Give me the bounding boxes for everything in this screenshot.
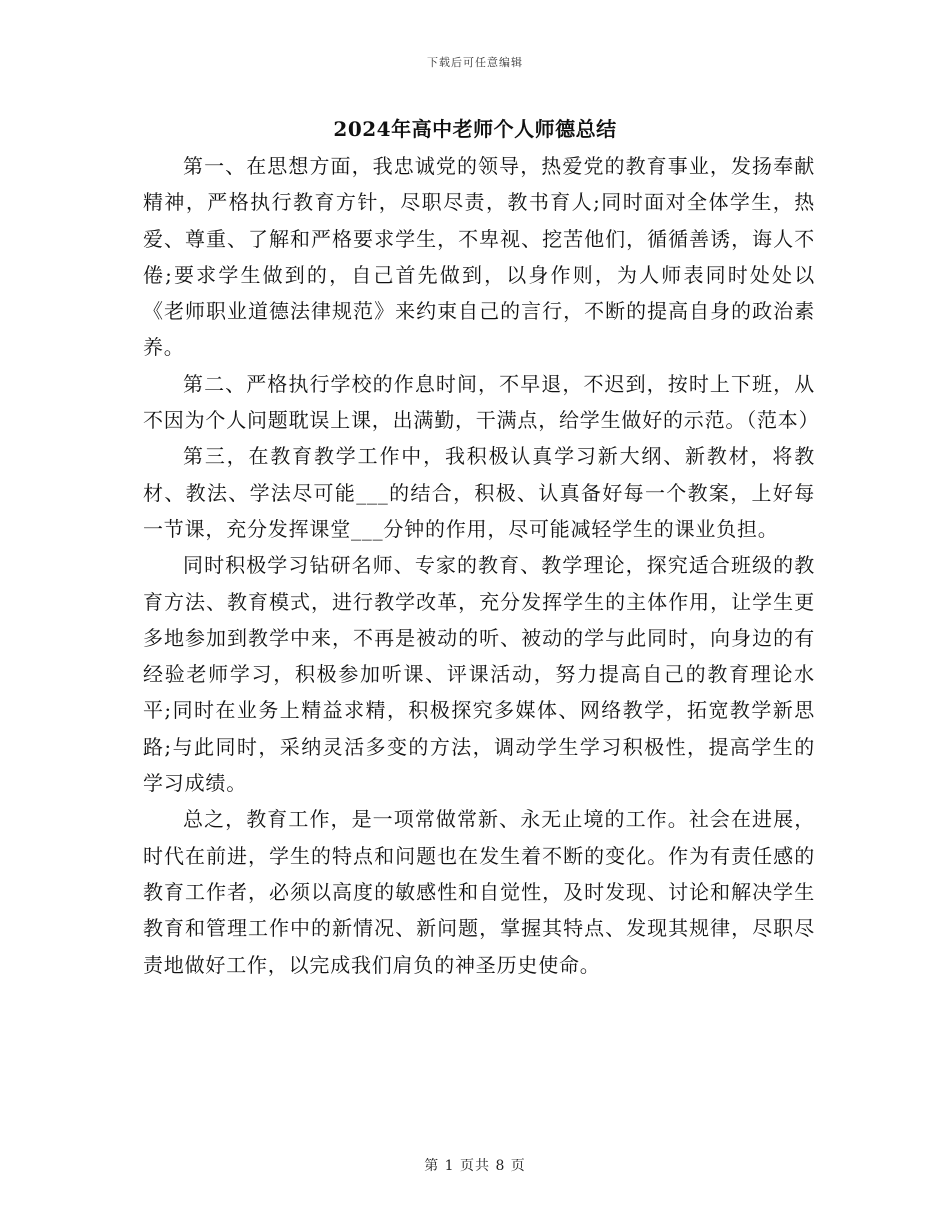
page-footer-number: 第 1 页共 8 页 [424,1158,526,1174]
document-title: 2024年高中老师个人师德总结 [333,117,617,141]
document-body [143,148,820,983]
paragraph-thought: 第一、在思想方面，我忠诚党的领导，热爱党的教育事业，发扬奉献精神，严格执行教育方针，尽职尽责，教书育人;同时面对全体学生，热爱、尊重、了解和严格要求学生，不卑视、挖苦他们，循循善诱，诲人不倦;要求学生做到的，自己首先做到，以身作则，为人师表同时处处以《老师职业道德法律规范》来约束自己的言行，不断的提高自身的政治素养。 [143,154,815,360]
page-header-note: 下载后可任意编辑 [427,56,523,69]
paragraph-schedule: 第二、严格执行学校的作息时间，不早退，不迟到，按时上下班，从不因为个人问题耽误上课，出满勤，干满点，给学生做好的示范。（范本） [143,371,820,433]
paragraph-teaching: 第三，在教育教学工作中，我积极认真学习新大纲、新教材，将教材、教法、学法尽可能___的结合，积极、认真备好每一个教案，上好每一节课，充分发挥课堂___分钟的作用，尽可能减轻学生的课业负担。 [143,444,815,541]
paragraph-learning: 同时积极学习钻研名师、专家的教育、教学理论，探究适合班级的教育方法、教育模式，进行教学改革，充分发挥学生的主体作用，让学生更多地参加到教学中来，不再是被动的听、被动的学与此同时，向身边的有经验老师学习，积极参加听课、评课活动，努力提高自己的教育理论水平;同时在业务上精益求精，积极探究多媒体、网络教学，拓宽教学新思路;与此同时，采纳灵活多变的方法，调动学生学习积极性，提高学生的学习成绩。 [143,553,815,796]
paragraph-conclusion: 总之，教育工作，是一项常做常新、永无止境的工作。社会在进展，时代在前进，学生的特点和问题也在发生着不断的变化。作为有责任感的教育工作者，必须以高度的敏感性和自觉性，及时发现、讨论和解决学生教育和管理工作中的新情况、新问题，掌握其特点、发现其规律，尽职尽责地做好工作，以完成我们肩负的神圣历史使命。 [143,807,815,977]
